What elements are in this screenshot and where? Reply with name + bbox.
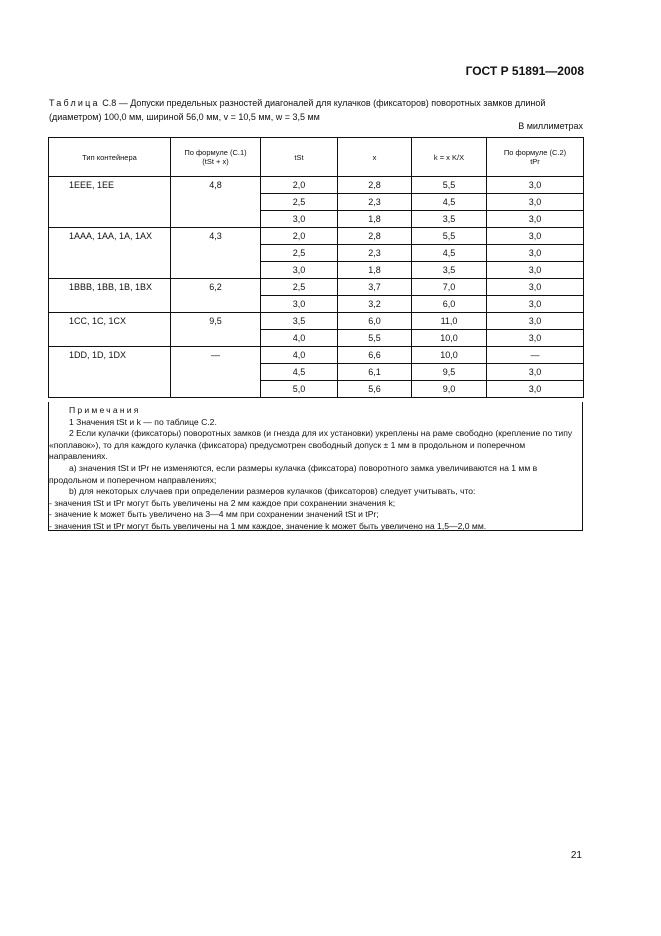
table-row <box>49 279 584 296</box>
x-value: 5,6 <box>338 381 412 398</box>
formula1-value: 4,8 <box>171 177 261 228</box>
container-type: 1AAA, 1AA, 1A, 1AX <box>49 228 171 279</box>
table-caption-text: С.8 — Допуски предельных разностей диагоналей для кулачков (фиксаторов) поворотных замков длиной (диаметром) 100,0 мм, шириной 56,0 мм, v = 10,5 мм, w = 3,5 мм <box>49 98 546 122</box>
x-value: 2,8 <box>338 228 412 245</box>
tolerance-table <box>48 137 584 398</box>
formula2-value: 3,0 <box>487 177 584 194</box>
k-value: 10,0 <box>412 330 487 347</box>
tst-value: 4,0 <box>261 347 338 364</box>
container-type: 1DD, 1D, 1DX <box>49 347 171 398</box>
note-a: a) значения tSt и tPr не изменяются, если размеры кулачка (фиксатора) поворотного замка увеличиваются на 1 мм в продольном и поперечном направлениях; <box>49 462 538 485</box>
notes-title: Примечания <box>69 405 141 415</box>
formula2-value: 3,0 <box>487 279 584 296</box>
formula2-value: 3,0 <box>487 211 584 228</box>
x-value: 1,8 <box>338 211 412 228</box>
container-type: 1BBB, 1BB, 1B, 1BX <box>49 279 171 313</box>
col-header-formula1: По формуле (С.1) (tSt + x) <box>171 138 261 177</box>
tst-value: 3,0 <box>261 262 338 279</box>
formula2-value: 3,0 <box>487 245 584 262</box>
col-header-type: Тип контейнера <box>49 138 171 177</box>
formula1-value: 9,5 <box>171 313 261 347</box>
container-type: 1CC, 1C, 1CX <box>49 313 171 347</box>
formula1-value: 4,3 <box>171 228 261 279</box>
x-value: 6,6 <box>338 347 412 364</box>
document-id: ГОСТ Р 51891—2008 <box>465 64 584 78</box>
formula2-value: 3,0 <box>487 364 584 381</box>
table-row <box>49 313 584 330</box>
x-value: 3,7 <box>338 279 412 296</box>
tst-value: 3,0 <box>261 296 338 313</box>
tst-value: 3,5 <box>261 313 338 330</box>
x-value: 2,3 <box>338 194 412 211</box>
k-value: 3,5 <box>412 262 487 279</box>
k-value: 10,0 <box>412 347 487 364</box>
tst-value: 2,0 <box>261 228 338 245</box>
tst-value: 5,0 <box>261 381 338 398</box>
tst-value: 2,5 <box>261 245 338 262</box>
x-value: 5,5 <box>338 330 412 347</box>
formula2-value: 3,0 <box>487 262 584 279</box>
formula1-value: 6,2 <box>171 279 261 313</box>
formula2-value: 3,0 <box>487 381 584 398</box>
table-notes <box>49 405 581 533</box>
k-value: 4,5 <box>412 194 487 211</box>
col-header-tst: tSt <box>261 138 338 177</box>
formula1-value: — <box>171 347 261 398</box>
formula2-value: 3,0 <box>487 330 584 347</box>
x-value: 6,0 <box>338 313 412 330</box>
tst-value: 3,0 <box>261 211 338 228</box>
table-caption-label: Таблица <box>49 98 100 108</box>
x-value: 2,8 <box>338 177 412 194</box>
container-type: 1EEE, 1EE <box>49 177 171 228</box>
k-value: 5,5 <box>412 177 487 194</box>
col-header-formula2: По формуле (С.2) tPr <box>487 138 584 177</box>
formula2-value: — <box>487 347 584 364</box>
tst-value: 2,5 <box>261 194 338 211</box>
page-number: 21 <box>570 850 582 861</box>
k-value: 3,5 <box>412 211 487 228</box>
tst-value: 4,5 <box>261 364 338 381</box>
table-row <box>49 228 584 245</box>
k-value: 7,0 <box>412 279 487 296</box>
note-dash-3: - значения tSt и tPr могут быть увеличены на 1 мм каждое, значение k может быть увеличено на 1,5—2,0 мм. <box>49 520 487 531</box>
formula2-value: 3,0 <box>487 194 584 211</box>
formula2-value: 3,0 <box>487 228 584 245</box>
formula2-value: 3,0 <box>487 313 584 330</box>
note-2: 2 Если кулачки (фиксаторы) поворотных замков (и гнезда для их установки) укреплены на раме свободно (крепление по типу «поплавок»), то для каждого кулачка (фиксатора) предусмотрен свободный допуск ± 1 мм в продольном и поперечном направлениях. <box>49 428 573 462</box>
formula2-value: 3,0 <box>487 296 584 313</box>
col-header-k: k = x K/X <box>412 138 487 177</box>
tst-value: 2,0 <box>261 177 338 194</box>
table-header-row <box>49 138 584 177</box>
note-dash-1: - значения tSt и tPr могут быть увеличены на 2 мм каждое при сохранении значения k; <box>49 497 396 508</box>
k-value: 9,5 <box>412 364 487 381</box>
table-row <box>49 347 584 364</box>
k-value: 4,5 <box>412 245 487 262</box>
k-value: 9,0 <box>412 381 487 398</box>
x-value: 3,2 <box>338 296 412 313</box>
x-value: 6,1 <box>338 364 412 381</box>
table-caption <box>49 96 583 124</box>
x-value: 1,8 <box>338 262 412 279</box>
k-value: 11,0 <box>412 313 487 330</box>
note-b: b) для некоторых случаев при определении размеров кулачков (фиксаторов) следует учитывать, что: <box>69 486 476 497</box>
note-dash-2: - значение k может быть увеличено на 3—4 мм при сохранении значений tSt и tPr; <box>49 509 379 520</box>
units-label: В миллиметрах <box>518 121 583 131</box>
x-value: 2,3 <box>338 245 412 262</box>
k-value: 6,0 <box>412 296 487 313</box>
note-1: 1 Значения tSt и k — по таблице С.2. <box>69 416 217 427</box>
tst-value: 2,5 <box>261 279 338 296</box>
col-header-x: x <box>338 138 412 177</box>
k-value: 5,5 <box>412 228 487 245</box>
tst-value: 4,0 <box>261 330 338 347</box>
table-row <box>49 177 584 194</box>
